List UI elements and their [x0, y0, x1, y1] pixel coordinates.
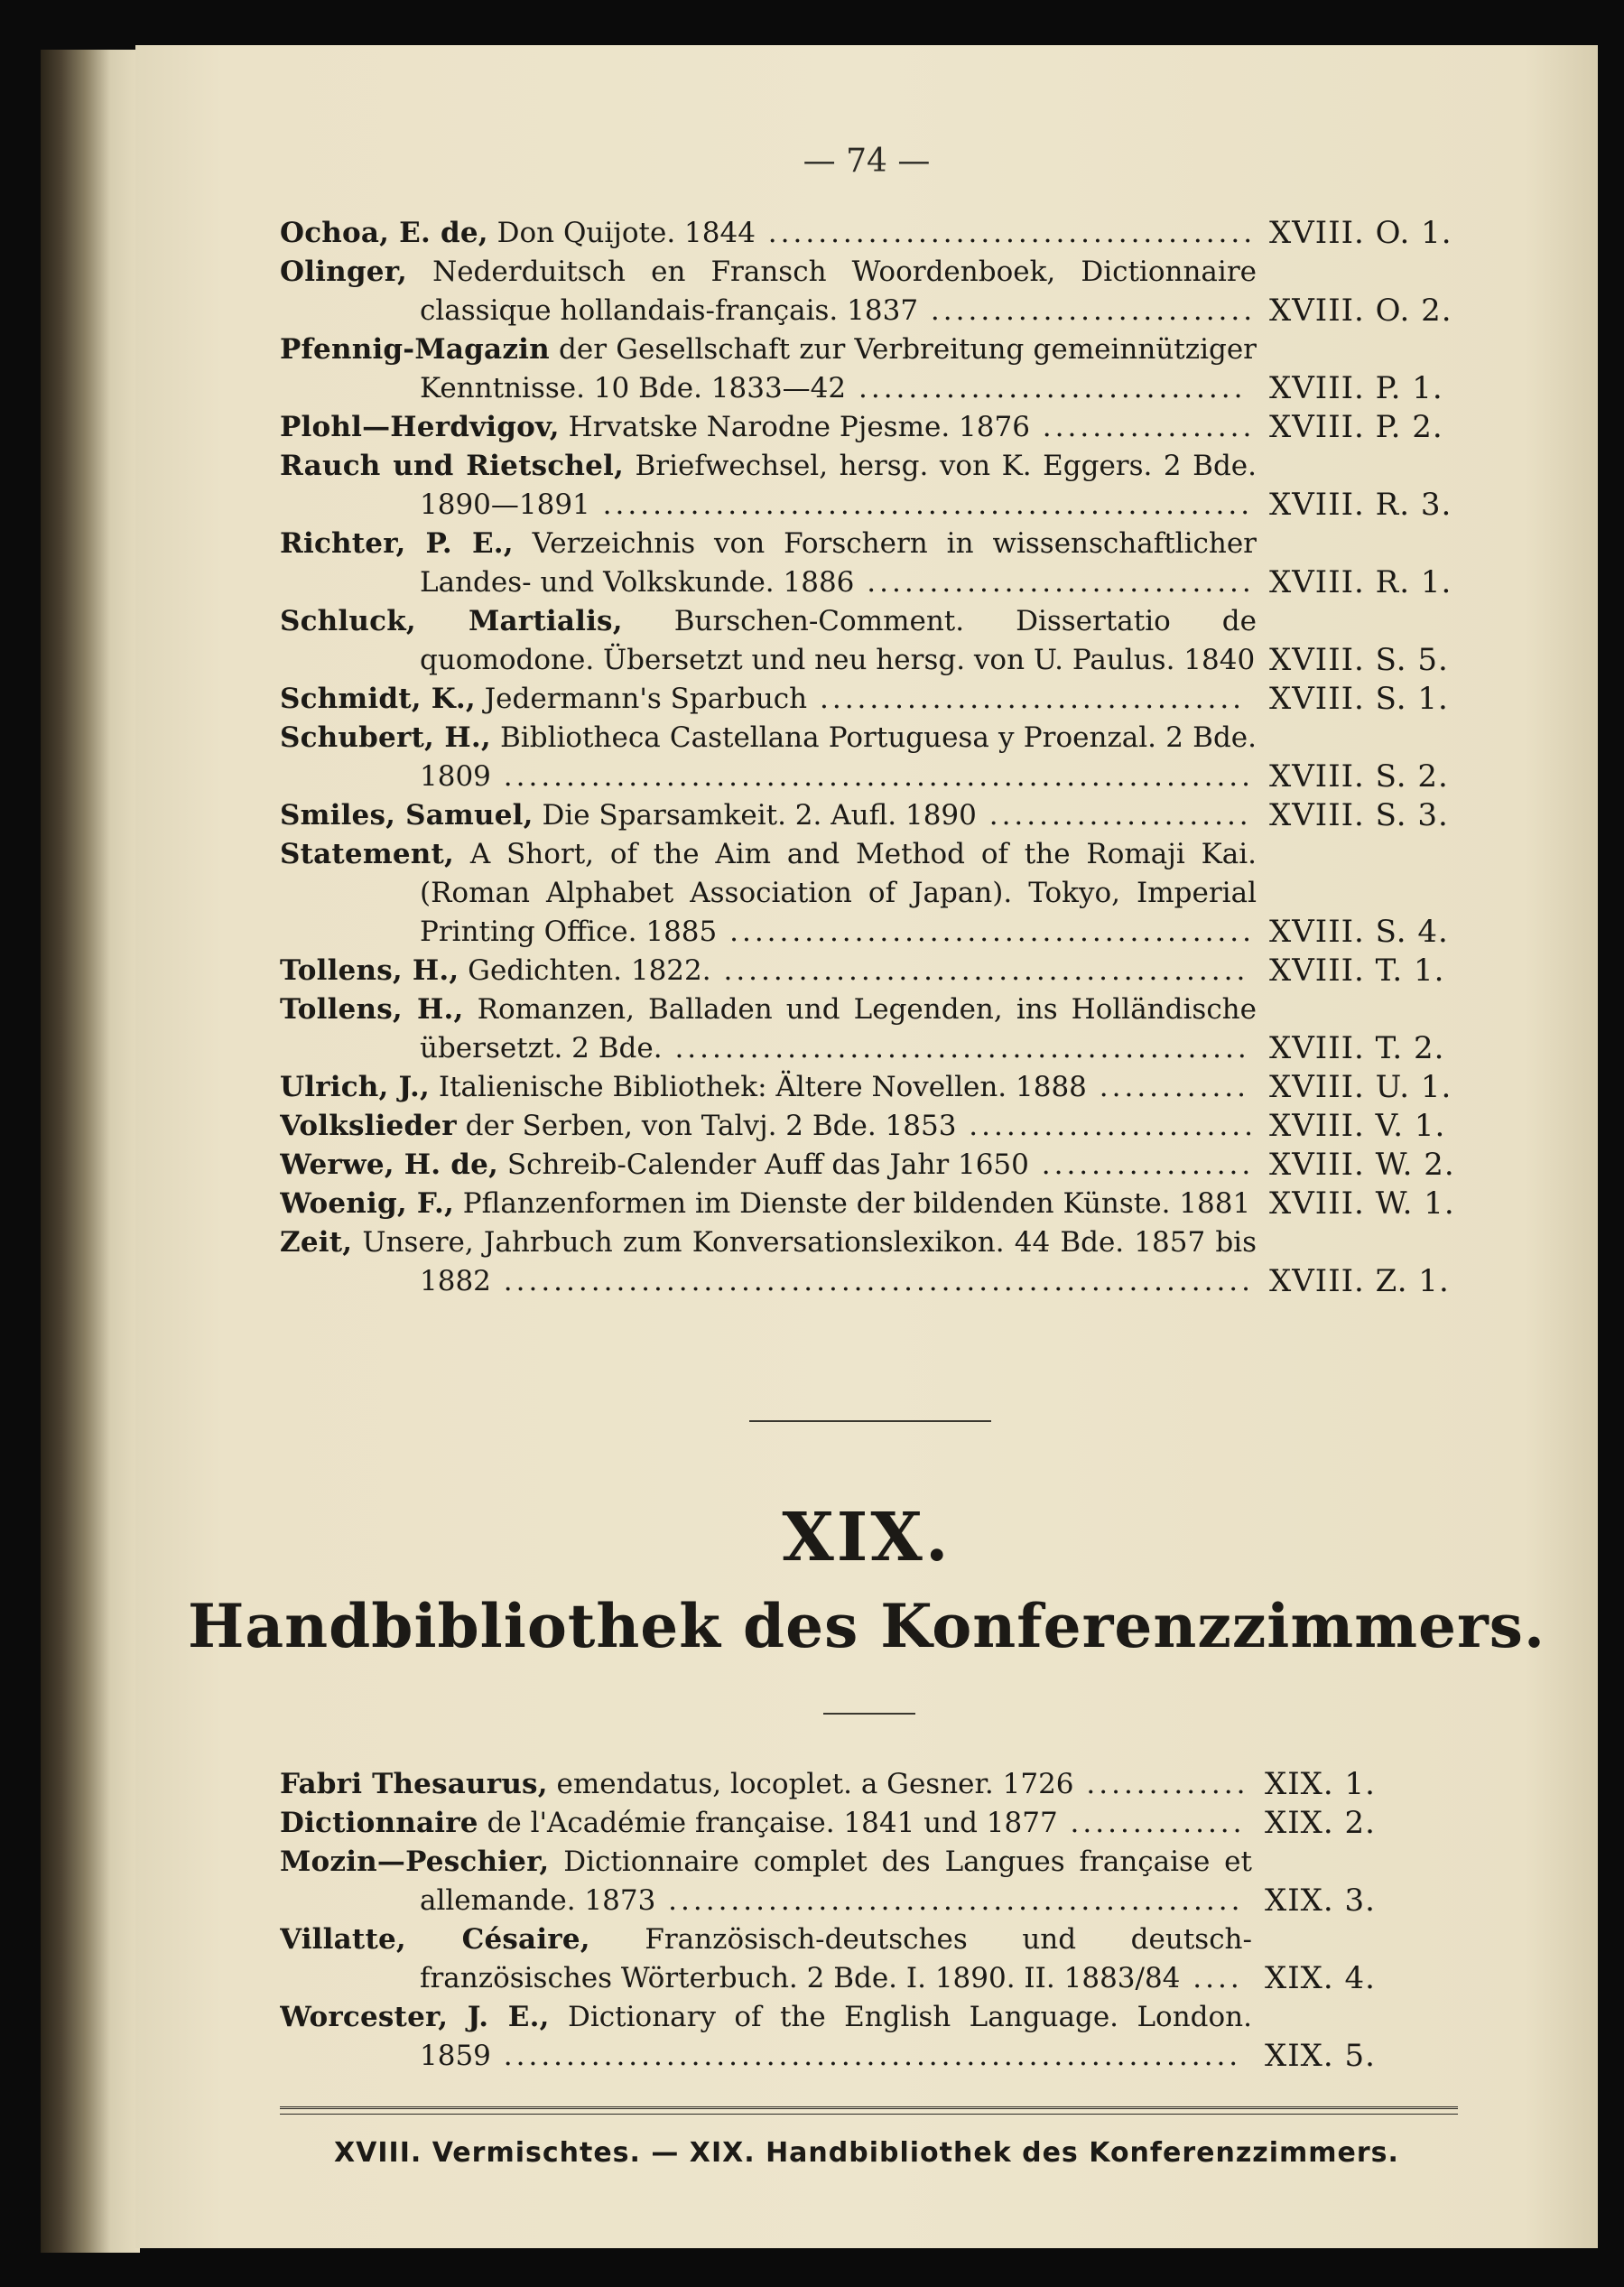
entry-text	[280, 525, 1257, 602]
entry-title: Bibliotheca Castellana Portuguesa y Proenzal. 2 Bde. 1809	[420, 721, 1257, 793]
entry-author: Werwe, H. de,	[280, 1148, 499, 1181]
shelf-location: XVIII. U. 1.	[1269, 1069, 1452, 1105]
entry-title: emendatus, locoplet. a Gesner. 1726	[547, 1768, 1074, 1800]
entry-title: der Serben, von Talvj. 2 Bde. 1853	[456, 1110, 957, 1142]
catalog-entry	[280, 680, 1463, 719]
entry-text	[280, 253, 1257, 330]
entry-author: Schubert, H.,	[280, 721, 491, 754]
section-title: Handbibliothek des Konferenzzimmers.	[188, 1591, 1545, 1661]
entry-author: Plohl—Herdvigov,	[280, 411, 560, 443]
shelf-location: XVIII. T. 1.	[1269, 953, 1445, 989]
catalog-entry	[280, 330, 1463, 408]
dot-leader: ..................................	[807, 683, 1246, 715]
entry-text	[280, 835, 1257, 952]
shelf-location: XVIII. R. 1.	[1269, 564, 1452, 600]
dot-leader: .......................	[956, 1110, 1257, 1142]
entry-text	[280, 1146, 1257, 1185]
shelf-location: XIX. 5.	[1265, 2038, 1376, 2074]
entry-author: Tollens, H.,	[280, 954, 459, 987]
shelf-location: XVIII. W. 1.	[1269, 1185, 1455, 1222]
entry-author: Woenig, F.,	[280, 1187, 454, 1220]
entry-author: Richter, P. E.,	[280, 527, 514, 560]
entry-text	[280, 602, 1257, 680]
dot-leader: .................	[1029, 411, 1256, 443]
entry-author: Fabri Thesaurus,	[280, 1768, 548, 1800]
entry-text	[280, 1185, 1257, 1223]
entry-text	[280, 1804, 1252, 1843]
book-spine-edge	[41, 50, 140, 2253]
entry-title: Die Sparsamkeit. 2. Aufl. 1890	[533, 799, 977, 832]
dot-leader: ....	[1180, 1962, 1243, 1994]
entry-author: Olinger,	[280, 256, 407, 288]
entry-author: Rauch und Rietschel,	[280, 450, 624, 482]
entry-title: Pflanzenformen im Dienste der bildenden Künste. 1881	[453, 1187, 1251, 1220]
catalog-entry	[280, 602, 1463, 680]
shelf-location: XVIII. P. 1.	[1269, 370, 1443, 406]
title-divider	[823, 1713, 915, 1715]
catalog-entry	[280, 1107, 1463, 1146]
entry-author: Ochoa, E. de,	[280, 217, 488, 249]
shelf-location: XVIII. W. 2.	[1269, 1147, 1455, 1183]
entry-title: Nederduitsch en Fransch Woordenboek, Dictionnaire classique hollandais-français. 1837	[406, 256, 1257, 327]
shelf-location: XVIII. R. 3.	[1269, 487, 1452, 523]
entry-title: Jedermann's Sparbuch	[475, 683, 808, 715]
entry-text	[280, 1765, 1252, 1804]
catalog-entry	[280, 1843, 1391, 1920]
entry-text	[280, 1843, 1252, 1920]
entry-title: Hrvatske Narodne Pjesme. 1876	[559, 411, 1030, 443]
entry-text	[280, 1223, 1257, 1301]
entry-text	[280, 796, 1257, 835]
entry-title: Briefwechsel, hersg. von K. Eggers. 2 Bde. 1890—1891	[420, 450, 1257, 521]
shelf-location: XIX. 2.	[1265, 1805, 1376, 1841]
entry-title: Gedichten. 1822.	[459, 954, 711, 987]
dot-leader: ..............................................	[662, 1032, 1250, 1064]
dot-leader: ............................................................	[490, 760, 1255, 793]
entry-title: Dictionary of the English Language. London. 1859	[420, 2001, 1252, 2072]
dot-leader: ...........................................................	[490, 2040, 1242, 2072]
dot-leader: ............	[1086, 1071, 1250, 1103]
catalog-entry	[280, 835, 1463, 952]
entry-title: Romanzen, Balladen und Legenden, ins Holländische übersetzt. 2 Bde.	[420, 993, 1257, 1064]
entry-author: Statement,	[280, 838, 455, 870]
section-number: XIX.	[782, 1499, 951, 1576]
catalog-entry	[280, 408, 1463, 447]
entry-text	[280, 408, 1257, 447]
shelf-location: XVIII. P. 2.	[1269, 409, 1443, 445]
section-xix-list	[280, 1765, 1391, 2076]
entry-text	[280, 680, 1257, 719]
dot-leader: ..............................................	[655, 1884, 1244, 1917]
section-divider	[749, 1420, 991, 1422]
catalog-entry	[280, 952, 1463, 990]
shelf-location: XIX. 4.	[1265, 1960, 1376, 1996]
entry-author: Schmidt, K.,	[280, 683, 476, 715]
entry-author: Zeit,	[280, 1226, 353, 1259]
catalog-entry	[280, 253, 1463, 330]
dot-leader: ..........................	[918, 294, 1257, 327]
catalog-entry	[280, 447, 1463, 525]
entry-title: Italienische Bibliothek: Ältere Novellen. 1888	[429, 1071, 1087, 1103]
shelf-location: XVIII. S. 1.	[1269, 681, 1449, 717]
catalog-entry	[280, 1223, 1463, 1301]
catalog-entry	[280, 214, 1463, 253]
entry-author: Worcester, J. E.,	[280, 2001, 550, 2033]
entry-author: Mozin—Peschier,	[280, 1845, 550, 1878]
catalog-entry	[280, 525, 1463, 602]
entry-title: Dictionnaire complet des Langues française et allemande. 1873	[420, 1845, 1252, 1917]
catalog-entry	[280, 1068, 1463, 1107]
book-page	[135, 45, 1598, 2248]
entry-author: Pfennig-Magazin	[280, 333, 550, 366]
entry-text	[280, 952, 1257, 990]
shelf-location: XVIII. O. 1.	[1269, 215, 1452, 251]
entry-author: Tollens, H.,	[280, 993, 464, 1026]
catalog-entry	[280, 990, 1463, 1068]
dot-leader: ............................................................	[490, 1265, 1255, 1297]
entry-title: Schreib-Calender Auff das Jahr 1650	[498, 1148, 1029, 1181]
entry-title: Verzeichnis von Forschern in wissenschaftlicher Landes- und Volkskunde. 1886	[420, 527, 1257, 599]
shelf-location: XVIII. O. 2.	[1269, 293, 1452, 329]
section-xviii-list	[280, 214, 1463, 1301]
catalog-entry	[280, 1804, 1391, 1843]
entry-text	[280, 1068, 1257, 1107]
catalog-entry	[280, 719, 1463, 796]
entry-author: Schluck, Martialis,	[280, 605, 623, 637]
entry-title: Burschen-Comment. Dissertatio de quomodone. Übersetzt und neu hersg. von U. Paulus. 1840	[420, 605, 1257, 676]
entry-text	[280, 447, 1257, 525]
dot-leader: ..........................................	[710, 954, 1249, 987]
catalog-entry	[280, 1765, 1391, 1804]
entry-title: A Short, of the Aim and Method of the Romaji Kai. (Roman Alphabet Association of Japan). Tokyo, Imperial Printing Office. 1885	[420, 838, 1257, 948]
shelf-location: XVIII. S. 3.	[1269, 797, 1449, 833]
entry-text	[280, 990, 1257, 1068]
dot-leader: .............	[1073, 1768, 1249, 1800]
entry-author: Volkslieder	[280, 1110, 457, 1142]
entry-author: Ulrich, J.,	[280, 1071, 430, 1103]
page-footer: XVIII. Vermischtes. — XIX. Handbibliothek des Konferenzzimmers.	[334, 2137, 1399, 2169]
entry-title: der Gesellschaft zur Verbreitung gemeinnütziger Kenntnisse. 10 Bde. 1833—42	[420, 333, 1257, 404]
dot-leader: .......................................	[755, 217, 1257, 249]
dot-leader: ...............................	[846, 372, 1247, 404]
shelf-location: XVIII. S. 4.	[1269, 914, 1449, 950]
entry-author: Dictionnaire	[280, 1807, 478, 1839]
catalog-entry	[280, 1998, 1391, 2076]
dot-leader: ....................................................	[589, 488, 1254, 521]
entry-text	[280, 214, 1257, 253]
shelf-location: XVIII. S. 2.	[1269, 758, 1449, 795]
dot-leader: ...............................	[854, 566, 1255, 599]
shelf-location: XVIII. V. 1.	[1269, 1108, 1446, 1144]
entry-author: Villatte, Césaire,	[280, 1923, 590, 1956]
entry-author: Smiles, Samuel,	[280, 799, 534, 832]
entry-title: Don Quijote. 1844	[487, 217, 756, 249]
shelf-location: XVIII. T. 2.	[1269, 1030, 1445, 1066]
dot-leader: .................	[1028, 1148, 1255, 1181]
entry-text	[280, 330, 1257, 408]
shelf-location: XIX. 3.	[1265, 1883, 1376, 1919]
shelf-location: XIX. 1.	[1265, 1766, 1376, 1802]
entry-text	[280, 1920, 1252, 1998]
entry-text	[280, 1998, 1252, 2076]
shelf-location: XVIII. S. 5.	[1269, 642, 1449, 678]
catalog-entry	[280, 1920, 1391, 1998]
dot-leader: .....................	[976, 799, 1252, 832]
catalog-entry	[280, 1185, 1463, 1223]
footer-rule	[280, 2106, 1458, 2115]
dot-leader: ..............	[1057, 1807, 1246, 1839]
shelf-location: XVIII. Z. 1.	[1269, 1263, 1450, 1299]
entry-text	[280, 719, 1257, 796]
entry-title: Französisch-deutsches und deutsch-französisches Wörterbuch. 2 Bde. I. 1890. II. 1883/84	[420, 1923, 1252, 1994]
entry-title: de l'Académie française. 1841 und 1877	[478, 1807, 1058, 1839]
entry-text	[280, 1107, 1257, 1146]
page-number: — 74 —	[803, 143, 931, 180]
dot-leader: ..........................................	[717, 916, 1255, 948]
catalog-entry	[280, 1146, 1463, 1185]
entry-title: Unsere, Jahrbuch zum Konversationslexikon. 44 Bde. 1857 bis 1882	[352, 1226, 1257, 1297]
catalog-entry	[280, 796, 1463, 835]
